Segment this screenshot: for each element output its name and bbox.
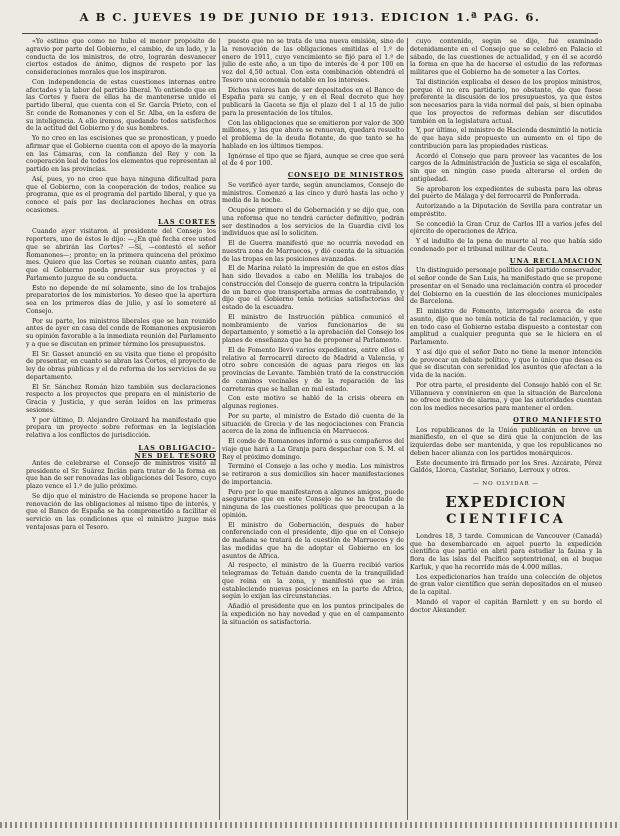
bottom-edge-strip [0, 822, 620, 828]
paragraph: Antes de celebrarse el Consejo de ministros visitó al presidente el Sr. Suárez Inclán para tratar de la forma en que han de ser renovadas las obligaciones del Tesoro, cuyo plazo vence el 1.º de julio próximo. [26, 459, 216, 490]
section-heading: CONSEJO DE MINISTROS [287, 171, 404, 179]
paragraph: El ministro de Gobernación, después de haber conferenciado con el presidente, dijo que en el Consejo de mañana se tratará de la cuestión de Marruecos y de las medidas que ha de adoptar el Gobierno en los asuntos de Africa. [222, 521, 404, 560]
column-divider [407, 38, 408, 820]
section-heading: UNA RECLAMACION [509, 256, 602, 265]
headline: EXPEDICION [445, 492, 567, 511]
paragraph: Al respecto, el ministro de la Guerra recibió varios telegramas de Tetuán dando cuenta de la tranquilidad que reina en la zona, y manifestó que se irán estableciendo nuevas posiciones en la parte de Africa, según lo exijan las circunstancias. [222, 562, 404, 601]
paragraph: El Sr. Gasset anunció en su visita que tiene el propósito de presentar, en cuanto se abran las Cortes, el proyecto de ley de obras públicas y el de reforma de los servicios de su departamento. [26, 350, 216, 381]
paragraph: El conde de Romanones informó a sus compañeros del viaje que hará a La Granja para despachar con S. M. el Rey el próximo domingo. [222, 438, 404, 461]
paragraph: Tal distinción explicaba el deseo de los propios ministros, porque él no era partidario, no obstante, de que fuese preferente la discusión de los presupuestos, ya que éstos son necesarios para la vida normal del país, si bien opinaba que los proyectos de reformas debían ser discutidos también en la legislatura actual. [410, 78, 602, 125]
paragraph: Autorizando a la Diputación de Sevilla para contratar un empréstito. [410, 203, 602, 218]
paragraph: El Sr. Sánchez Román hizo también sus declaraciones respecto a los proyectos que prepara en el ministerio de Gracia y Justicia, y que serán leídos en las primeras sesiones. [26, 383, 216, 414]
paragraph: Y por último, D. Alejandro Groizard ha manifestado que prepara un proyecto sobre reformas en la legislación relativa a los conflictos de jurisdicción. [26, 416, 216, 439]
headline-secondary: CIENTIFICA [446, 511, 566, 527]
paragraph: puesto que no se trata de una nueva emisión, sino de la renovación de las obligaciones emitidas el 1.º de enero de 1911, cuyo vencimiento se fijó para el 1.º de julio de este año, a un tipo de interés de 4 por 100 en vez del 4,50 actual. Con esta combinación obtendrá el Tesoro una economía notable en los intereses. [222, 38, 404, 84]
section-heading-line: NES DEL TESORO [134, 451, 216, 460]
paragraph: Por su parte, los ministros liberales que se han reunido antes de ayer en casa del conde de Romanones expusieron su opinión favorable a la inmediata reunión del Parlamento y a que se discutan en primer término los presupuestos. [26, 317, 216, 348]
paragraph: Ocupóse primero el de Gobernación y se dijo que, con una reforma que no tendrá carácter definitivo, podrán ser destinados a los servicios de la Guardia civil los individuos que así lo soliciten. [222, 207, 404, 238]
paragraph: Mandó el vapor el capitán Barnlett y en su bordo el doctor Alexander. [410, 598, 602, 614]
paragraph: Se dijo que el ministro de Hacienda se propone hacer la renovación de las obligaciones al mismo tipo de interés, y que el Banco de España se ha comprometido a facilitar el servicio en las condiciones que el ministro juzgue más ventajosas para el Tesoro. [26, 492, 216, 531]
paragraph: Y, por último, el ministro de Hacienda desmintió la noticia de que haya sido propuesto un aumento en el tipo de contribución para las propiedades rústicas. [410, 127, 602, 150]
section-heading: LAS CORTES [158, 217, 216, 226]
column-divider [219, 38, 220, 820]
paragraph: Y el indulto de la pena de muerte al reo que había sido condenado por el tribunal militar de Ceuta. [410, 238, 602, 253]
paragraph: Acordó el Consejo que para proveer las vacantes de los cargos de la Administración de Justicia se siga el escalafón, sin que en ningún caso pueda alterarse el orden de antigüedad. [410, 152, 602, 183]
column-3 [410, 38, 602, 818]
paragraph: Pero por lo que manifestaron a algunos amigos, puede asegurarse que en este Consejo no se ha tratado de ninguna de las cuestiones políticas que preocupan a la opinión. [222, 488, 404, 519]
paragraph: Con las obligaciones que se emitieron por valor de 300 millones, y las que ahora se renuevan, quedará resuelto el problema de la deuda flotante, de que tanto se ha hablado en los últimos tiempos. [222, 119, 404, 150]
section-heading: OTRO MANIFIESTO [513, 415, 602, 424]
paragraph: Terminó el Consejo a las ocho y media. Los ministros se retiraron a sus domicilios sin hacer manifestaciones de importancia. [222, 463, 404, 486]
header-rule [22, 33, 598, 34]
paragraph: Los republicanos de la Unión publicarán en breve un manifiesto, en el que se dirá que la conjunción de las izquierdas debe ser mantenida, y que los republicanos no deben hacer alianza con los partidos monárquicos. [410, 426, 602, 457]
paragraph: Con independencia de estas cuestiones internas entre afectados y la labor del partido liberal. Yo entiendo que en las Cortes y fuera de ellas ha de mantenerse unido el partido liberal, que cuenta con el Sr. García Prieto, con el Sr. conde de Romanones y con el Sr. Alba, en la esfera de su inteligencia. A ello iremos, quedando todos satisfechos de la actitud del Gobierno y de sus hombres. [26, 78, 216, 133]
paragraph: El de Fomento llevó varios expedientes, entre ellos el relativo al ferrocarril directo de Madrid a Valencia, y otro sobre concesión de aguas para riegos en las provincias de Levante. También trató de la construcción de caminos vecinales y de la reparación de las carreteras que se hallan en mal estado. [222, 346, 404, 393]
paragraph: Se concedió la Gran Cruz de Carlos III a varios jefes del ejército de operaciones de Africa. [410, 220, 602, 236]
paragraph: Londres 18, 3 tarde. Comunican de Vancouver (Canadá) que ha desembarcado en aquel puerto la expedición científica que partió en abril para estudiar la fauna y la flora de las islas del Pacífico septentrional, en el buque Karluk, y que ha recorrido más de 4.000 millas. [410, 532, 602, 571]
paragraph: Los expedicionarios han traído una colección de objetos de gran valor científico que serán depositados en el museo de la capital. [410, 573, 602, 596]
separator-label: — NO OLVIDAR — [473, 481, 539, 487]
section-heading [26, 444, 216, 460]
paragraph: Este documento irá firmado por los Sres. Azcárate, Pérez Galdós, Llorca, Castelar, Soriano, Lerroux y otros. [410, 459, 602, 475]
paragraph: Yo no creo en las escisiones que se pronostican, y puedo afirmar que el Gobierno cuenta con el apoyo de la mayoría en las Cámaras, con la confianza del Rey y con la cooperación leal de todos los elementos que representan al partido en las provincias. [26, 135, 216, 173]
paragraph: Esto no depende de mí solamente, sino de los trabajos preparatorios de los ministerios. Yo deseo que la apertura sea en los primeros días de julio, y así lo someteré al Consejo. [26, 284, 216, 315]
section-heading-line: LAS OBLIGACIO- [138, 443, 216, 452]
paragraph: El de Marina relató la impresión de que en estos días han sido llevados a cabo en Melilla los trabajos de construcción del Consejo de guerra contra la tripulación de un barco que transportaba armas de contrabando, y dijo que el Gobierno tenía noticias satisfactorias del estado de la escuadra. [222, 265, 404, 311]
paragraph: «Yo estimo que como no hubo el menor propósito de agravio por parte del Gobierno, el cambio, de un lado, y la conducta de los ministros, de otro, lograrán desvanecer ciertos estados de ánimo, dignos de respeto por las consideraciones morales que los inspiraron. [26, 38, 216, 76]
paragraph: Un distinguido personaje político del partido conservador, el señor conde de San Luis, ha manifestado que se propone presentar en el Senado una reclamación contra el proceder del Gobierno en la cuestión de las elecciones municipales de Barcelona. [410, 267, 602, 306]
paragraph: Añadió el presidente que en los puntos principales de la expedición no hay novedad y que en el campamento la situación es satisfactoria. [222, 603, 404, 626]
paragraph: Así, pues, yo no creo que haya ninguna dificultad para que el Gobierno, con la cooperación de todos, realice su programa, que es el programa del partido liberal, y que ya conoce el país por las declaraciones hechas en otras ocasiones. [26, 175, 216, 214]
paragraph: Ignórase el tipo que se fijará, aunque se cree que será el de 4 por 100. [222, 152, 404, 168]
paragraph: Por su parte, el ministro de Estado dió cuenta de la situación de Grecia y de las negociaciones con Francia acerca de la zona de influencia en Marruecos. [222, 412, 404, 436]
paragraph: cuyo contenido, según se dijo, fué examinado detenidamente en el Consejo que se celebró en Palacio el sábado, de las cuestiones de actualidad, y en él se acordó la forma en que ha de hacerse el estudio de las reformas militares que el Gobierno ha de someter a las Cortes. [410, 38, 602, 76]
paragraph: Por otra parte, el presidente del Consejo habló con el Sr. Villanueva y convinieron en que la situación de Barcelona no ofrece motivo de alarma, y que las autoridades cuentan con los medios necesarios para mantener el orden. [410, 381, 602, 412]
paragraph: Se verificó ayer tarde, según anunciamos, Consejo de ministros. Comenzó a las cinco y duró hasta las ocho y media de la noche. [222, 181, 404, 205]
paragraph: Con este motivo se habló de la crisis obrera en algunas regiones. [222, 395, 404, 410]
page-header: A B C. JUEVES 19 DE JUNIO DE 1913. EDICION 1.ª PAG. 6. [79, 10, 541, 24]
column-1 [26, 38, 216, 818]
column-2 [222, 38, 404, 818]
paragraph: El ministro de Instrucción pública comunicó el nombramiento de varios funcionarios de su departamento, y sometió a la aprobación del Consejo los planes de enseñanza que ha de proponer al Parlamento. [222, 313, 404, 344]
paragraph: Y así dijo que el señor Dato no tiene la menor intención de provocar un debate político, y que lo único que desea es que se discutan con serenidad los asuntos que afectan a la vida de la nación. [410, 348, 602, 379]
paragraph: Dichos valores han de ser depositados en el Banco de España para su canje, y en el Real decreto que hoy publicará la Gaceta se fija el plazo del 1 al 15 de julio para la presentación de los títulos. [222, 86, 404, 117]
paragraph: Cuando ayer visitaron al presidente del Consejo los reporters, uno de éstos le dijo: —¿En qué fecha cree usted que se abrirán las Cortes? —Sí, —contestó el señor Romanones—; pronto; en la primera quincena del próximo mes. Quiero que las Cortes se reúnan cuanto antes, para que el Gobierno pueda presentar sus proyectos y el Parlamento juzgue de su conducta. [26, 228, 216, 282]
paragraph: El de Guerra manifestó que no ocurría novedad en nuestra zona de Marruecos, y dió cuenta de la situación de las tropas en las posiciones avanzadas. [222, 240, 404, 263]
paragraph: Se aprobaron los expedientes de subasta para las obras del puerto de Málaga y del ferrocarril de Ponferrada. [410, 185, 602, 201]
paragraph: El ministro de Fomento, interrogado acerca de este asunto, dijo que no tenía noticia de tal reclamación, y que en todo caso el Gobierno estaba dispuesto a contestar con amplitud a cualquier pregunta que se le hiciera en el Parlamento. [410, 308, 602, 346]
